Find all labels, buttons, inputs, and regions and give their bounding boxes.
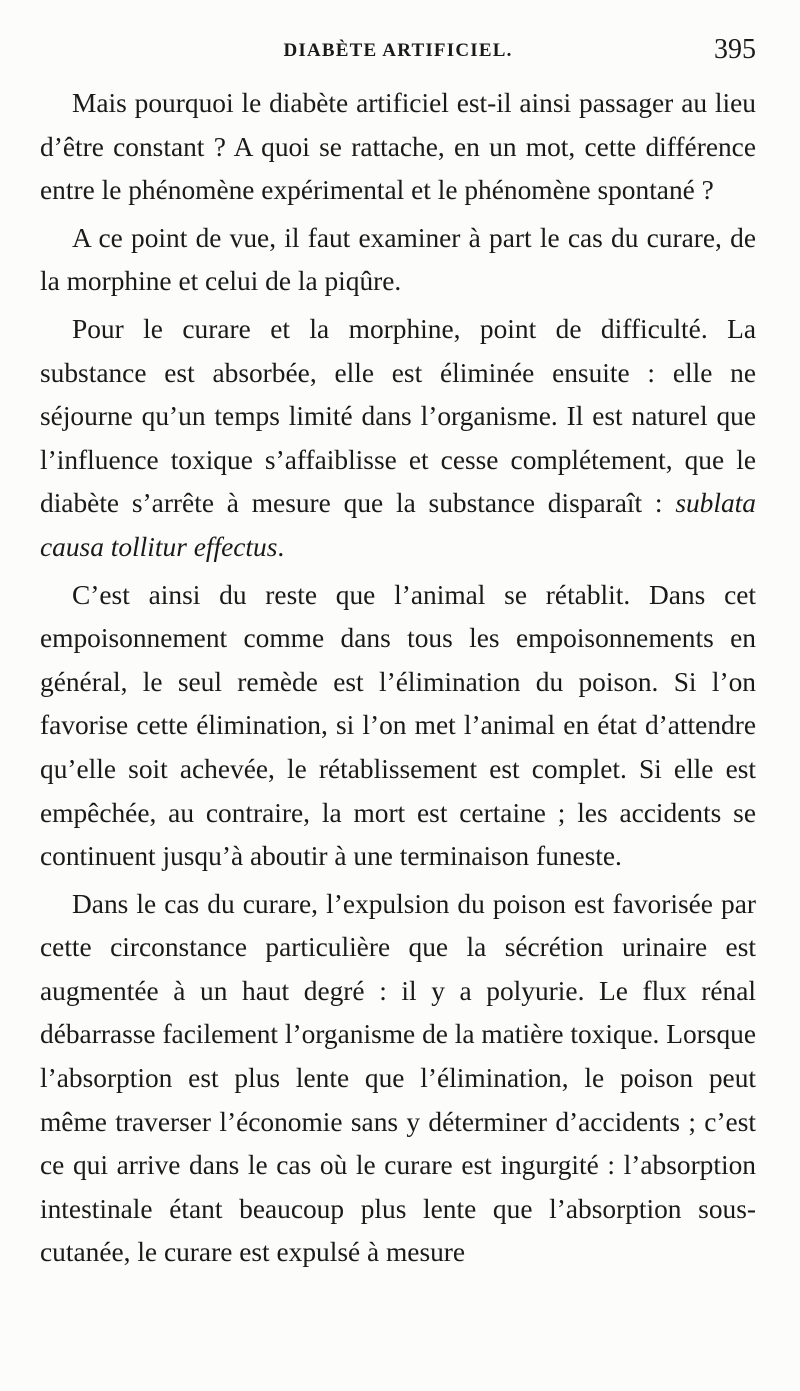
paragraph-3-text: Pour le curare et la morphine, point de difficulté. La substance est absorbée, elle est éliminée ensuite : elle ne séjourne qu’un temps limité dans l’organisme. Il est naturel que l’influence toxique s’affaiblisse et cesse complétement, que le diabète s’arrête à mesure que la substance disparaît : — [40, 313, 756, 519]
paragraph-5: Dans le cas du curare, l’expulsion du poison est favorisée par cette circonstance particulière que la sécrétion urinaire est augmentée à un haut degré : il y a polyurie. Le flux rénal débarrasse facilement l’organisme de la matière toxique. Lorsque l’absorption est plus lente que l’élimination, le poison peut même traverser l’économie sans y déterminer d’accidents ; c’est ce qui arrive dans le cas où le curare est ingurgité : l’absorption intestinale étant beaucoup plus lente que l’absorption sous-cutanée, le curare est expulsé à mesure — [40, 888, 756, 1268]
body-text — [40, 82, 756, 1279]
paragraph-3-end: . — [277, 531, 285, 562]
paragraph-3 — [40, 308, 756, 570]
paragraph-4: C’est ainsi du reste que l’animal se rétablit. Dans cet empoisonnement comme dans tous les empoisonnements en général, le seul remède est l’élimination du poison. Si l’on favorise cette élimination, si l’on met l’animal en état d’attendre qu’elle soit achevée, le rétablissement est complet. Si elle est empêchée, au contraire, la mort est certaine ; les accidents se continuent jusqu’à aboutir à une terminaison funeste. — [40, 579, 756, 872]
page-number: 395 — [714, 34, 756, 65]
paragraph-1: Mais pourquoi le diabète artificiel est-il ainsi passager au lieu d’être constant ? A quoi se rattache, en un mot, cette différence entre le phénomène expérimental et le phénomène spontané ? — [40, 88, 756, 206]
latin-phrase: sublata causa tollitur effectus — [40, 488, 756, 562]
page-header — [40, 34, 756, 70]
paragraph-2: A ce point de vue, il faut examiner à part le cas du curare, de la morphine et celui de la piqûre. — [40, 222, 756, 297]
running-title: DIABÈTE ARTIFICIEL. — [283, 40, 513, 61]
